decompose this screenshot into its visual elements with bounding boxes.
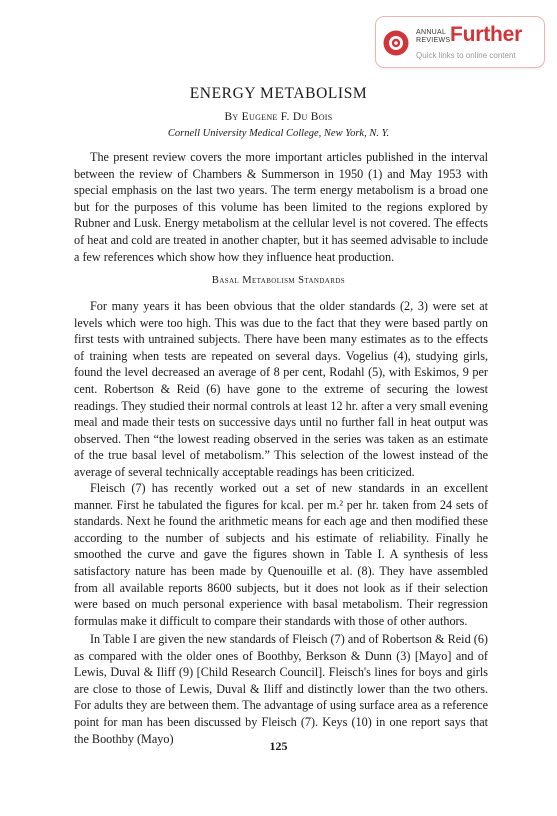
intro-text: The present review covers the more important articles published in the interval between the review of Chambers & Summerson in 1950 (1) and May 1953 with special emphasis on the last two years. The term energy metabolism is a broad one but for the purposes of this volume has been limited to the regions explored by Rubner and Lusk. Energy metabolism at the cellular level is not covered. The effects of heat and cold are treated in another chapter, but it has seemed advisable to include a few references which show how they influence heat production. <box>74 150 488 264</box>
article-title: ENERGY METABOLISM <box>189 85 368 102</box>
intro-paragraph <box>74 149 488 265</box>
body-paragraph-2 <box>74 480 488 629</box>
further-badge-icon <box>383 30 409 56</box>
body-paragraph-3-text: In Table I are given the new standards of Fleisch (7) and of Robertson & Reid (6) as compared with the older ones of Boothby, Berkson & Dunn (3) [Mayo] and of Lewis, Duval & Iliff (9) [Child Research Council]. Fleisch's lines for boys and girls are close to those of Lewis, Duval & Iliff and distinctly lower than the two others. For adults they are between them. The advantage of using surface area as a reference point for man has been discussed by Fleisch (7). Keys (10) in one report says that the Boothby (Mayo) <box>74 632 488 746</box>
badge-line-annual: ANNUAL <box>416 29 447 36</box>
body-paragraph-2-text: Fleisch (7) has recently worked out a set of new standards in an excellent manner. First he tabulated the figures for kcal. per m.² per hr. taken from 24 sets of standards. Next he found the arithmetic means for each age and then modified these according to the number of subjects and his estimate of reliability. Finally he smoothed the curve and gave the figures shown in Table I. A synthesis of less satisfactory nature has been made by Quenouille et al. (8). They have assembled from all available reports 8600 subjects, but it does not look as if their selection were based on much personal experience with basal metabolism. Their regression formulas make it difficult to compare their standards with those of other authors. <box>74 481 488 628</box>
badge-publisher <box>416 29 450 45</box>
badge-subtitle: Quick links to online content <box>416 51 516 60</box>
page-number: 125 <box>269 739 288 753</box>
badge-brand: Further <box>450 23 523 46</box>
badge-line-reviews: REVIEWS <box>416 37 451 44</box>
section-heading: Basal Metabolism Standards <box>211 275 346 286</box>
body-paragraph-3 <box>74 631 488 747</box>
body-paragraph-1-text: For many years it has been obvious that the older standards (2, 3) were set at levels which were too high. This was due to the fact that they were based partly on first tests with untrained subjects. There have been many estimates as to the effects of training when tests are repeated on several days. Vogelius (4), studying girls, found the level decreased an average of 8 per cent, Rodahl (5), with Eskimos, 9 per cent. Robertson & Reid (6) have gone to the extreme of securing the lowest readings. They studied their normal controls at least 12 hr. after a very small evening meal and made their tests on successive days until no further fall in heat output was observed. Then “the lowest reading observed in the series was taken as an estimate of the true basal level of metabolism.” This selection of the lowest instead of the average of several technically acceptable readings has been criticized. <box>74 299 488 479</box>
annual-reviews-further-badge[interactable] <box>375 16 545 68</box>
body-paragraph-1 <box>74 298 488 481</box>
article-author: By Eugene F. Du Bois <box>224 111 333 123</box>
article-affiliation: Cornell University Medical College, New York, N. Y. <box>167 128 390 139</box>
